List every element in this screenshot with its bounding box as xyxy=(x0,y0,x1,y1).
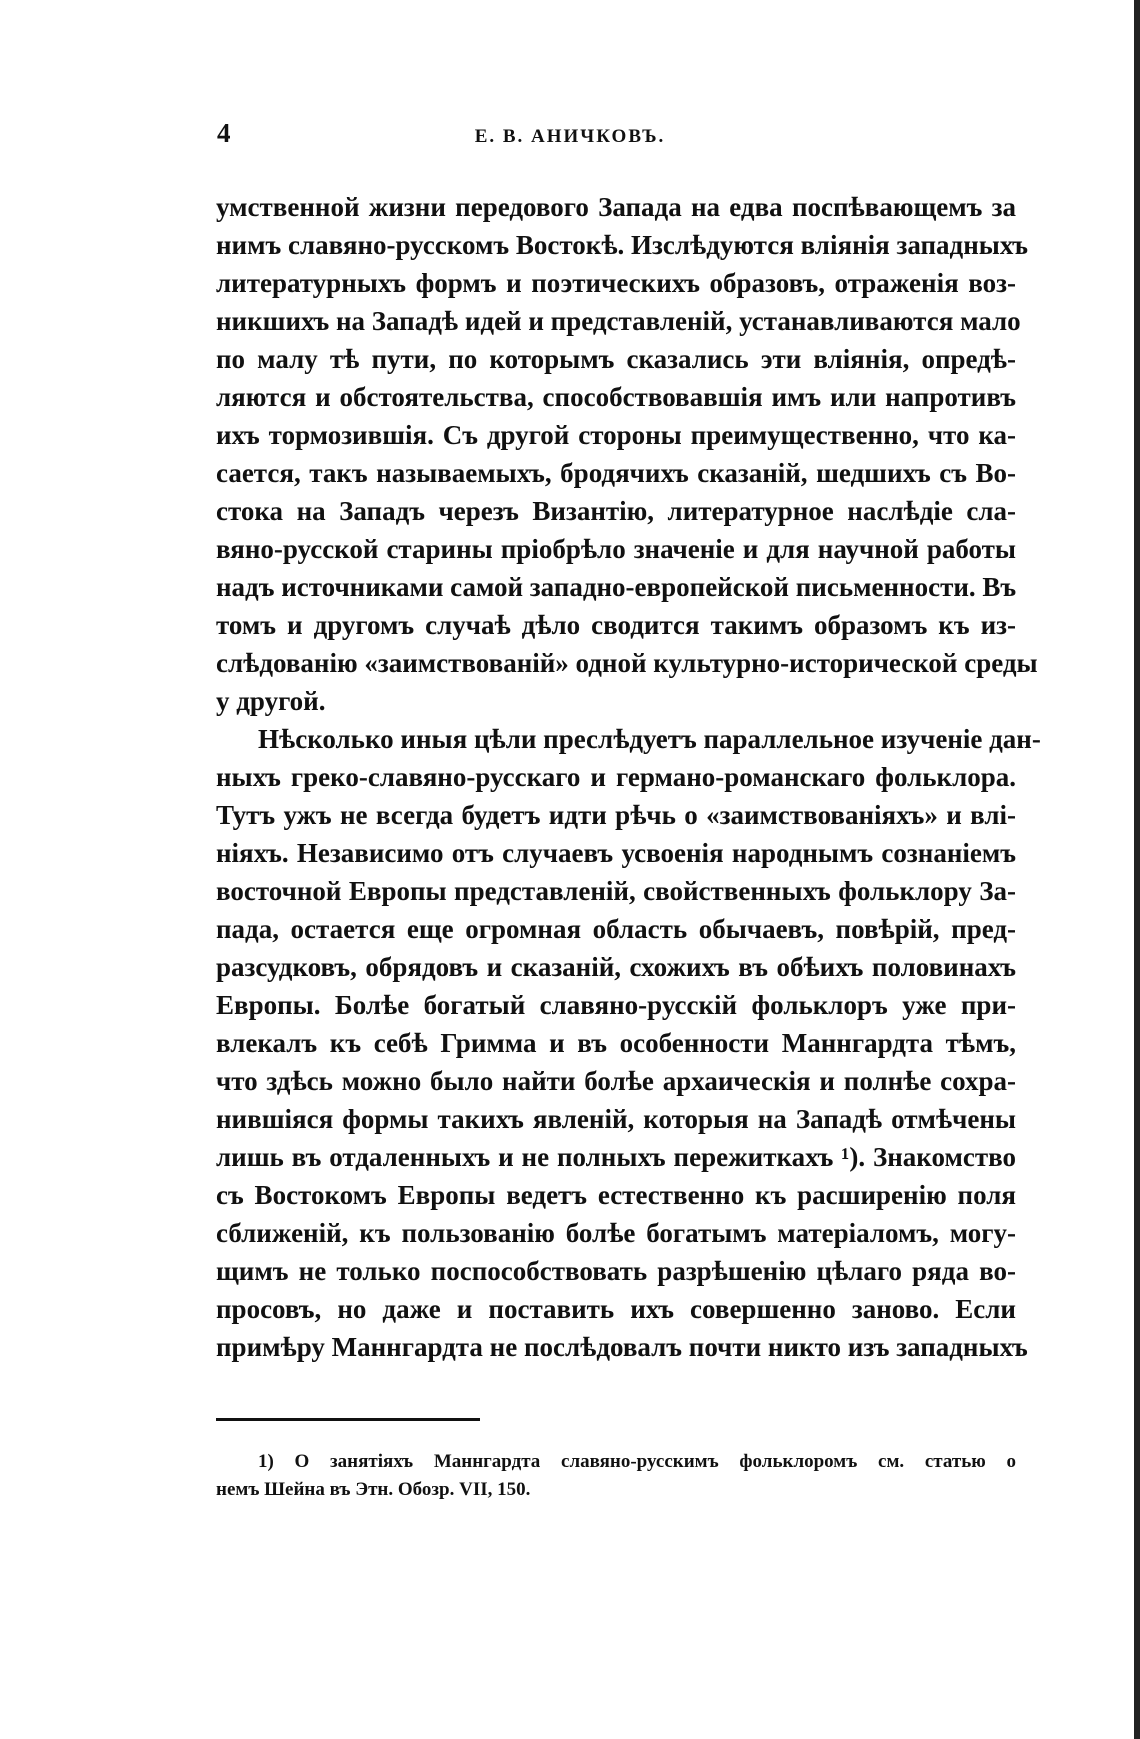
text-line: ихъ тормозившія. Съ другой стороны преимущественно, что ка- xyxy=(216,420,1016,450)
text-line: нимъ славяно-русскомъ Востокѣ. Изслѣдуются вліянія западныхъ xyxy=(216,230,1029,260)
text-line: влекалъ къ себѣ Гримма и въ особенности Маннгардта тѣмъ, xyxy=(216,1028,1016,1058)
text-line: разсудковъ, обрядовъ и сказаній, схожихъ въ обѣихъ половинахъ xyxy=(216,952,1016,982)
text-line: Нѣсколько иныя цѣли преслѣдуетъ параллельное изученіе дан- xyxy=(258,724,1041,754)
text-line: томъ и другомъ случаѣ дѣло сводится такимъ образомъ къ из- xyxy=(216,610,1016,640)
text-line: слѣдованію «заимствованій» одной культурно-исторической среды xyxy=(216,648,1038,678)
text-line: щимъ не только поспособствовать разрѣшенію цѣлаго ряда во- xyxy=(216,1256,1016,1286)
text-line: по малу тѣ пути, по которымъ сказались эти вліянія, опредѣ- xyxy=(216,344,1016,374)
text-line: умственной жизни передового Запада на едва поспѣвающемъ за xyxy=(216,192,1016,222)
text-line: стока на Западъ черезъ Византію, литературное наслѣдіе сла- xyxy=(216,496,1016,526)
text-line: ныхъ греко-славяно-русскаго и германо-романскаго фольклора. xyxy=(216,762,1016,792)
footnotes xyxy=(216,1448,1016,1504)
text-line: пада, остается еще огромная область обычаевъ, повѣрій, пред- xyxy=(216,914,1016,944)
footnote-line: немъ Шейна въ Этн. Обозр. VII, 150. xyxy=(216,1479,531,1500)
text-line: ляются и обстоятельства, способствовавшія имъ или напротивъ xyxy=(216,382,1016,412)
page-edge-shadow xyxy=(1134,0,1140,1739)
text-line: сается, такъ называемыхъ, бродячихъ сказаній, шедшихъ съ Во- xyxy=(216,458,1016,488)
text-line: просовъ, но даже и поставить ихъ совершенно заново. Если xyxy=(216,1294,1016,1324)
text-line: лишь въ отдаленныхъ и не полныхъ пережиткахъ ¹). Знакомство xyxy=(216,1142,1016,1172)
text-line: никшихъ на Западѣ идей и представленій, устанавливаются мало xyxy=(216,306,1021,336)
text-line: Европы. Болѣе богатый славяно-русскій фольклоръ уже при- xyxy=(216,990,1016,1020)
text-line: надъ источниками самой западно-европейской письменности. Въ xyxy=(216,572,1017,602)
running-head: Е. В. АНИЧКОВЪ. xyxy=(474,126,666,147)
text-line: что здѣсь можно было найти болѣе архаическія и полнѣе сохра- xyxy=(216,1066,1016,1096)
text-line: восточной Европы представленій, свойственныхъ фольклору За- xyxy=(216,876,1016,906)
text-line: литературныхъ формъ и поэтическихъ образовъ, отраженія воз- xyxy=(216,268,1016,298)
text-line: нившіяся формы такихъ явленій, которыя на Западѣ отмѣчены xyxy=(216,1104,1016,1134)
page-number: 4 xyxy=(217,118,231,148)
text-line: примѣру Маннгардта не послѣдовалъ почти никто изъ западныхъ xyxy=(216,1332,1028,1362)
footnote-line: 1) О занятіяхъ Маннгардта славяно-русскимъ фольклоромъ см. статью о xyxy=(258,1451,1016,1472)
text-line: вяно-русской старины пріобрѣло значеніе и для научной работы xyxy=(216,534,1016,564)
body-text xyxy=(216,188,1041,1366)
text-line: у другой. xyxy=(216,686,326,716)
text-line: ніяхъ. Независимо отъ случаевъ усвоенія народнымъ сознаніемъ xyxy=(216,838,1016,868)
text-line: сближеній, къ пользованію болѣе богатымъ матеріаломъ, могу- xyxy=(216,1218,1016,1248)
text-line: съ Востокомъ Европы ведетъ естественно къ расширенію поля xyxy=(216,1180,1016,1210)
text-line: Тутъ ужъ не всегда будетъ идти рѣчь о «заимствованіяхъ» и влі- xyxy=(216,800,1016,830)
footnote-divider xyxy=(216,1418,480,1421)
